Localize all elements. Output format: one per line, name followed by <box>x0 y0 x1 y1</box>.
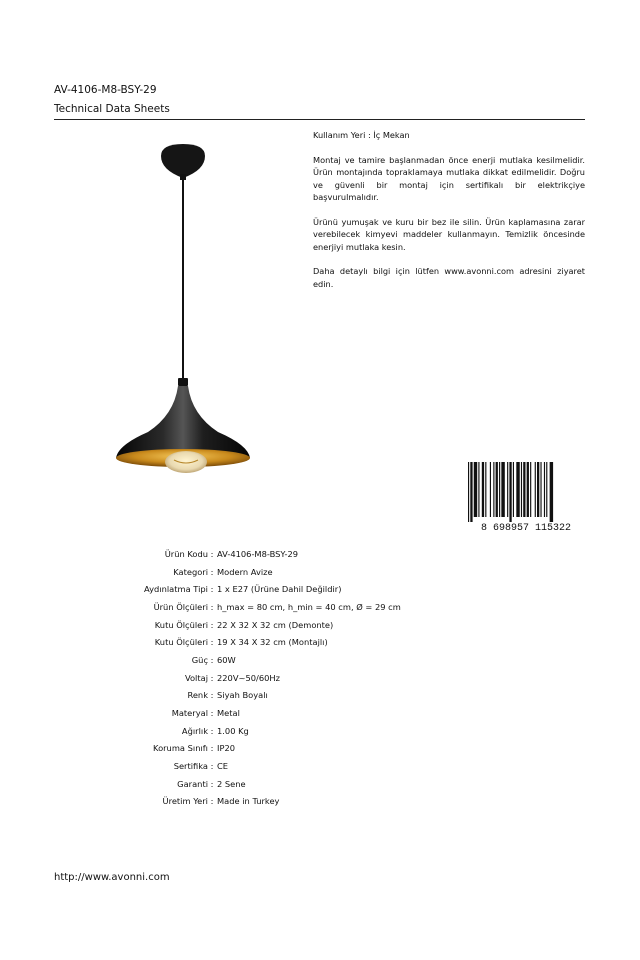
barcode-bar <box>550 462 553 522</box>
spec-value: 220V~50/60Hz <box>217 672 280 683</box>
spec-row <box>100 757 401 775</box>
spec-separator: : <box>210 637 214 648</box>
barcode-bar <box>537 462 539 517</box>
spec-label: Kategori <box>173 566 208 577</box>
info-note: Daha detaylı bilgi için lütfen www.avonni.com adresini ziyaret edin. <box>313 266 585 289</box>
spec-label: Materyal <box>171 708 208 719</box>
barcode-bar <box>513 462 514 517</box>
header-divider <box>54 119 585 120</box>
barcode-bar <box>544 462 545 517</box>
spec-table <box>100 545 401 810</box>
spec-value: Siyah Boyalı <box>217 690 268 701</box>
spec-label: Üretim Yeri <box>162 796 208 807</box>
spec-separator: : <box>210 761 214 772</box>
spec-value: 19 X 34 X 32 cm (Montajlı) <box>217 637 328 648</box>
spec-value: 22 X 32 X 32 cm (Demonte) <box>217 619 334 630</box>
spec-label: Renk <box>187 690 208 701</box>
spec-row <box>100 616 401 634</box>
spec-row <box>100 775 401 793</box>
barcode-bar <box>493 462 494 517</box>
product-code-title: AV-4106-M8-BSY-29 <box>54 84 157 96</box>
barcode-bar <box>470 462 472 522</box>
barcode-bar <box>540 462 541 517</box>
spec-separator: : <box>210 601 214 612</box>
barcode-bar <box>516 462 519 517</box>
barcode-bar <box>490 462 491 517</box>
spec-row <box>100 563 401 581</box>
spec-row <box>100 722 401 740</box>
barcode-bar <box>501 462 504 517</box>
spec-value: 60W <box>217 654 236 665</box>
barcode-bar <box>530 462 531 517</box>
spec-value: Metal <box>217 708 240 719</box>
spec-separator: : <box>210 743 214 754</box>
document-subtitle: Technical Data Sheets <box>54 103 170 115</box>
spec-separator: : <box>210 796 214 807</box>
spec-label: Kutu Ölçüleri <box>154 619 208 630</box>
spec-label: Ağırlık <box>181 725 208 736</box>
spec-separator: : <box>210 778 214 789</box>
spec-row <box>100 633 401 651</box>
spec-label: Sertifika <box>173 761 208 772</box>
spec-value: AV-4106-M8-BSY-29 <box>217 548 299 559</box>
spec-value: Made in Turkey <box>217 796 280 807</box>
barcode-bar <box>523 462 525 517</box>
spec-label: Garanti <box>177 778 208 789</box>
spec-value: CE <box>217 761 229 772</box>
spec-row <box>100 793 401 811</box>
barcode-digits: 8 698957 115322 <box>480 523 572 532</box>
spec-label: Voltaj <box>184 672 208 683</box>
spec-value: IP20 <box>217 743 236 754</box>
barcode-bar <box>499 462 500 517</box>
usage-location: Kullanım Yeri : İç Mekan <box>313 130 410 140</box>
spec-separator: : <box>210 672 214 683</box>
spec-row <box>100 580 401 598</box>
footer-website-link[interactable]: http://www.avonni.com <box>54 872 170 883</box>
spec-row <box>100 598 401 616</box>
barcode-bar <box>535 462 536 517</box>
spec-label: Ürün Ölçüleri <box>153 601 208 612</box>
barcode-bar <box>478 462 479 517</box>
barcode-bar <box>527 462 529 517</box>
barcode-bar <box>482 462 484 517</box>
spec-separator: : <box>210 566 214 577</box>
spec-separator: : <box>210 548 214 559</box>
barcode <box>466 462 586 532</box>
spec-row <box>100 669 401 687</box>
spec-row <box>100 704 401 722</box>
spec-separator: : <box>210 654 214 665</box>
spec-separator: : <box>210 584 214 595</box>
barcode-bar <box>496 462 498 517</box>
barcode-bar <box>546 462 547 517</box>
spec-separator: : <box>210 725 214 736</box>
barcode-bar <box>507 462 508 517</box>
spec-row <box>100 651 401 669</box>
barcode-bar <box>485 462 486 517</box>
spec-separator: : <box>210 690 214 701</box>
spec-row <box>100 740 401 758</box>
spec-separator: : <box>210 619 214 630</box>
cleaning-note: Ürünü yumuşak ve kuru bir bez ile silin. Ürün kaplamasına zarar verebilecek kimyevi maddeler kullanmayın. Temizlik öncesinde enerjiyi mutlaka kesin. <box>313 216 585 252</box>
spec-label: Ürün Kodu <box>164 548 208 559</box>
spec-value: Modern Avize <box>217 566 273 577</box>
barcode-bar <box>468 462 469 522</box>
spec-label: Koruma Sınıfı <box>153 743 208 754</box>
pendant-lamp-image <box>108 140 258 480</box>
barcode-bar <box>521 462 522 517</box>
spec-label: Aydınlatma Tipi <box>144 584 208 595</box>
usage-notes <box>313 129 585 302</box>
spec-value: 1.00 Kg <box>217 725 249 736</box>
spec-separator: : <box>210 708 214 719</box>
spec-value: 2 Sene <box>217 778 246 789</box>
spec-label: Güç <box>191 654 208 665</box>
safety-note: Montaj ve tamire başlanmadan önce enerji mutlaka kesilmelidir. Ürün montajında topraklamaya mutlaka dikkat edilmelidir. Doğru ve güvenli bir montaj için sertifikalı bir elektrikçiye başvurulmalıdır. <box>313 154 585 202</box>
spec-label: Kutu Ölçüleri <box>154 637 208 648</box>
barcode-bar <box>509 462 511 522</box>
spec-row <box>100 687 401 705</box>
spec-value: 1 x E27 (Ürüne Dahil Değildir) <box>217 584 342 595</box>
spec-row <box>100 545 401 563</box>
spec-value: h_max = 80 cm, h_min = 40 cm, Ø = 29 cm <box>217 601 401 612</box>
barcode-bar <box>474 462 477 517</box>
